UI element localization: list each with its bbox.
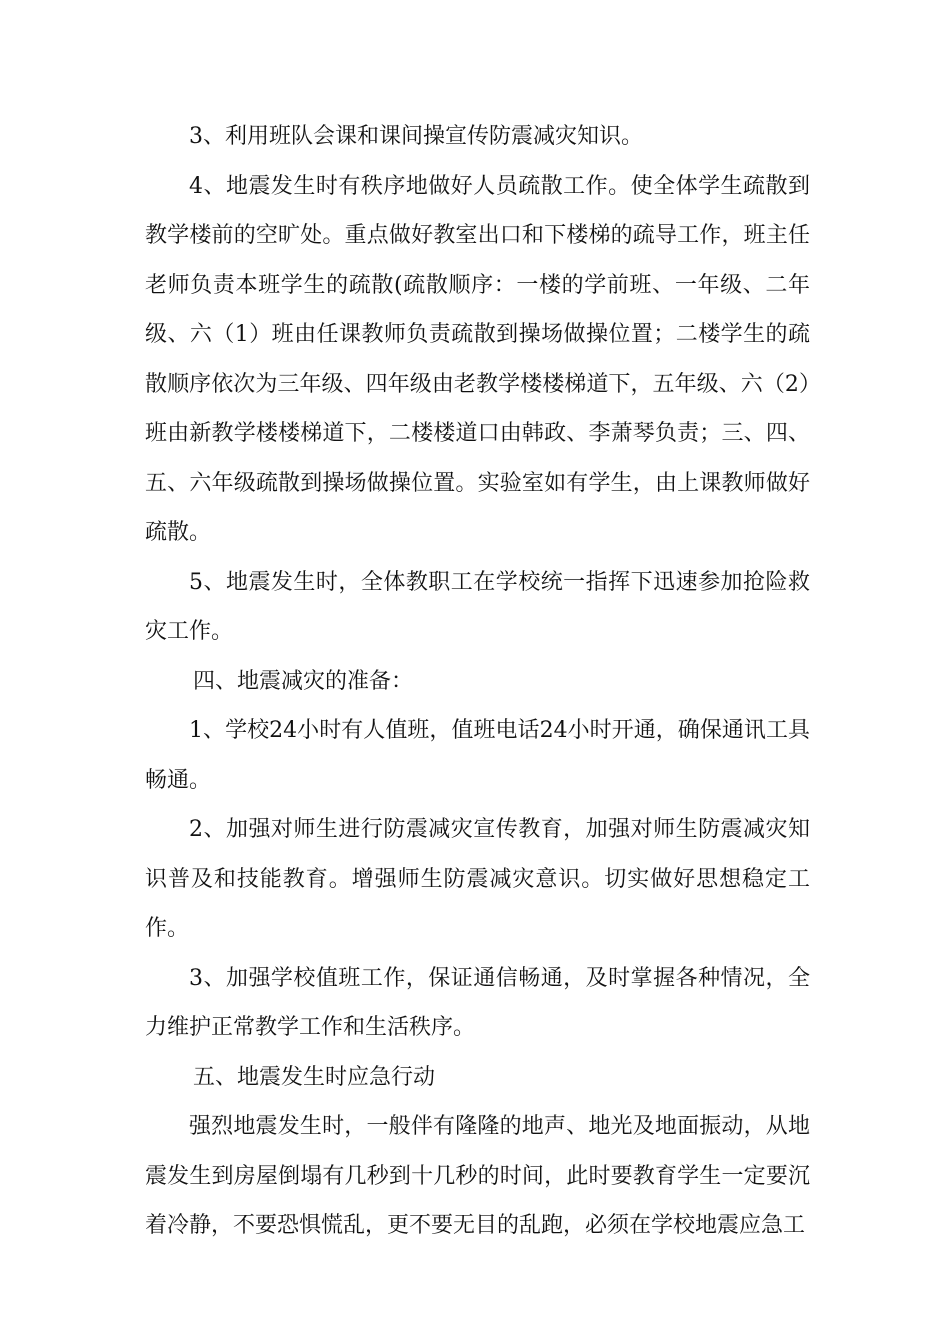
section-heading-emergency-action: 五、地震发生时应急行动 bbox=[193, 1064, 436, 1090]
paragraph-prep-2: 2、加强对师生进行防震减灾宣传教育，加强对师生防震减灾知识普及和技能教育。增强师生防震减灾意识。切实做好思想稳定工作。 bbox=[145, 817, 810, 941]
paragraph-prep-3: 3、加强学校值班工作，保证通信畅通，及时掌握各种情况，全力维护正常教学工作和生活秩序。 bbox=[145, 965, 810, 1040]
document-body bbox=[145, 112, 810, 1251]
paragraph-emergency-action: 强烈地震发生时，一般伴有隆隆的地声、地光及地面振动，从地震发生到房屋倒塌有几秒到十几秒的时间，此时要教育学生一定要沉着冷静，不要恐惧慌乱，更不要无目的乱跑，必须在学校地震应急工 bbox=[145, 1114, 810, 1238]
paragraph-item-3: 3、利用班队会课和课间操宣传防震减灾知识。 bbox=[189, 124, 643, 149]
paragraph-item-4-evacuation: 4、地震发生时有秩序地做好人员疏散工作。使全体学生疏散到教学楼前的空旷处。重点做好教室出口和下楼梯的疏导工作，班主任老师负责本班学生的疏散(疏散顺序：一楼的学前班、一年级、二年级、六（1）班由任课教师负责疏散到操场做操位置；二楼学生的疏散顺序依次为三年级、四年级由老教学楼楼梯道下，五年级、六（2）班由新教学楼楼梯道下，二楼楼道口由韩政、李萧琴负责；三、四、五、六年级疏散到操场做操位置。实验室如有学生，由上课教师做好疏散。 bbox=[145, 173, 810, 545]
paragraph-item-5: 5、地震发生时，全体教职工在学校统一指挥下迅速参加抢险救灾工作。 bbox=[145, 569, 810, 644]
paragraph-prep-1: 1、学校24小时有人值班，值班电话24小时开通，确保通讯工具畅通。 bbox=[145, 718, 810, 793]
section-heading-preparation: 四、地震减灾的准备： bbox=[193, 668, 414, 694]
